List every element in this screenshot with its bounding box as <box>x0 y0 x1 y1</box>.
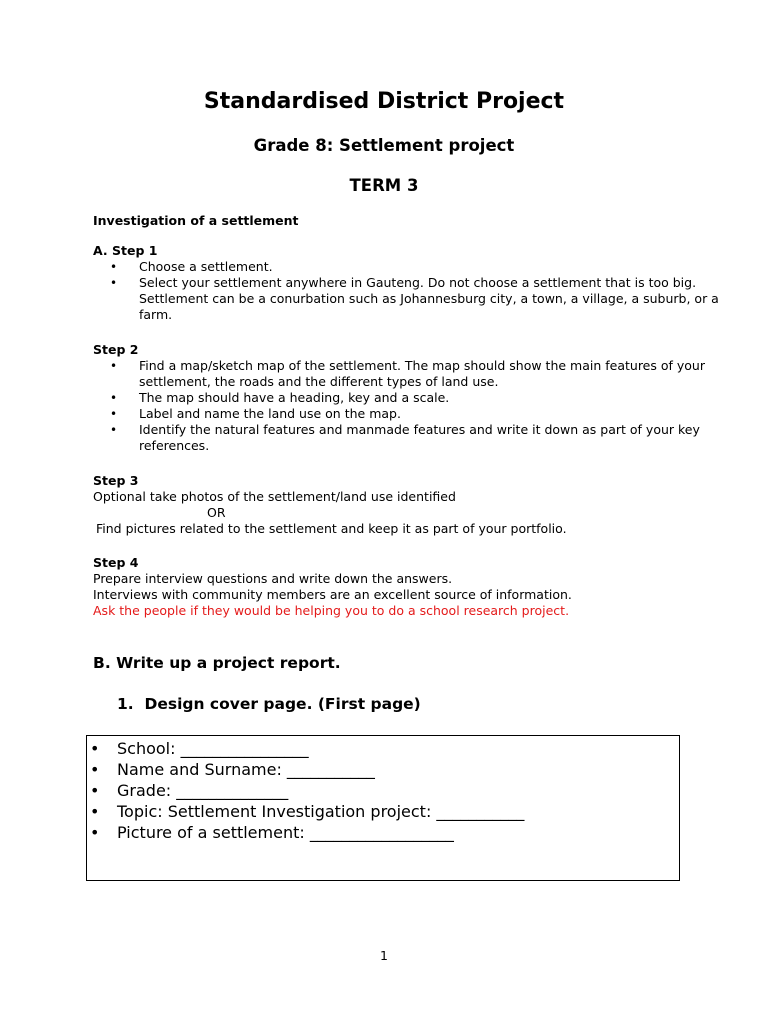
intro-heading: Investigation of a settlement <box>93 213 299 228</box>
step4-warning: Ask the people if they would be helping you to do a school research project. <box>93 603 570 618</box>
section-b-item-1: 1. Design cover page. (First page) <box>117 695 421 713</box>
step1-list <box>110 259 719 323</box>
page-title: Standardised District Project <box>203 89 565 114</box>
step1-bullet-text: farm. <box>139 307 173 322</box>
cover-page-list <box>90 738 524 843</box>
bullet-icon: • <box>110 423 118 437</box>
cover-page-field-text: Picture of a settlement: __________________ <box>117 823 454 842</box>
step2-bullet-text: settlement, the roads and the different types of land use. <box>139 374 499 389</box>
term-label: TERM 3 <box>349 176 419 195</box>
step3-or: OR <box>207 505 226 520</box>
cover-page-field <box>90 801 524 822</box>
step2-bullet-text: Label and name the land use on the map. <box>139 406 401 421</box>
step4-line1: Prepare interview questions and write down the answers. <box>93 571 453 586</box>
cover-page-field-text: School: ________________ <box>117 739 309 758</box>
step3-line1: Optional take photos of the settlement/land use identified <box>93 489 456 504</box>
step1-bullet-item <box>110 259 680 275</box>
step2-bullet-text: Identify the natural features and manmade features and write it down as part of your key <box>139 422 700 437</box>
section-b-heading: B. Write up a project report. <box>93 654 341 672</box>
step2-bullet-item <box>110 358 705 390</box>
bullet-icon: • <box>110 260 118 274</box>
step2-bullet-text: references. <box>139 438 210 453</box>
page-number: 1 <box>380 948 388 963</box>
step1-heading: A. Step 1 <box>93 243 158 258</box>
bullet-icon: • <box>90 802 100 821</box>
cover-page-box <box>86 735 680 881</box>
step3-line2: Find pictures related to the settlement and keep it as part of your portfolio. <box>96 521 567 536</box>
step2-list <box>110 358 705 454</box>
cover-page-field <box>90 822 524 843</box>
bullet-icon: • <box>110 407 118 421</box>
step2-bullet-item <box>110 406 680 422</box>
step3-heading: Step 3 <box>93 473 139 488</box>
cover-page-field <box>90 759 524 780</box>
cover-page-field-text: Topic: Settlement Investigation project: ___________ <box>117 802 525 821</box>
step4-heading: Step 4 <box>93 555 139 570</box>
bullet-icon: • <box>90 760 100 779</box>
bullet-icon: • <box>110 391 118 405</box>
bullet-icon: • <box>90 739 100 758</box>
bullet-icon: • <box>90 823 100 842</box>
step2-heading: Step 2 <box>93 342 139 357</box>
cover-page-field-text: Grade: ______________ <box>117 781 289 800</box>
step1-bullet-text: Settlement can be a conurbation such as Johannesburg city, a town, a village, a suburb, or a <box>139 291 719 306</box>
step2-bullet-item <box>110 422 700 454</box>
bullet-icon: • <box>110 359 118 373</box>
cover-page-field-text: Name and Surname: ___________ <box>117 760 375 779</box>
page-subtitle: Grade 8: Settlement project <box>253 136 515 155</box>
step4-line2: Interviews with community members are an excellent source of information. <box>93 587 572 602</box>
cover-page-field <box>90 738 524 759</box>
bullet-icon: • <box>90 781 100 800</box>
step1-bullet-item <box>110 275 719 323</box>
step2-bullet-text: The map should have a heading, key and a scale. <box>139 390 450 405</box>
cover-page-field <box>90 780 524 801</box>
bullet-icon: • <box>110 276 118 290</box>
step2-bullet-item <box>110 390 680 406</box>
step1-bullet-text: Choose a settlement. <box>139 259 273 274</box>
step2-bullet-text: Find a map/sketch map of the settlement. The map should show the main features of your <box>139 358 705 373</box>
step1-bullet-text: Select your settlement anywhere in Gauteng. Do not choose a settlement that is too big. <box>139 275 697 290</box>
